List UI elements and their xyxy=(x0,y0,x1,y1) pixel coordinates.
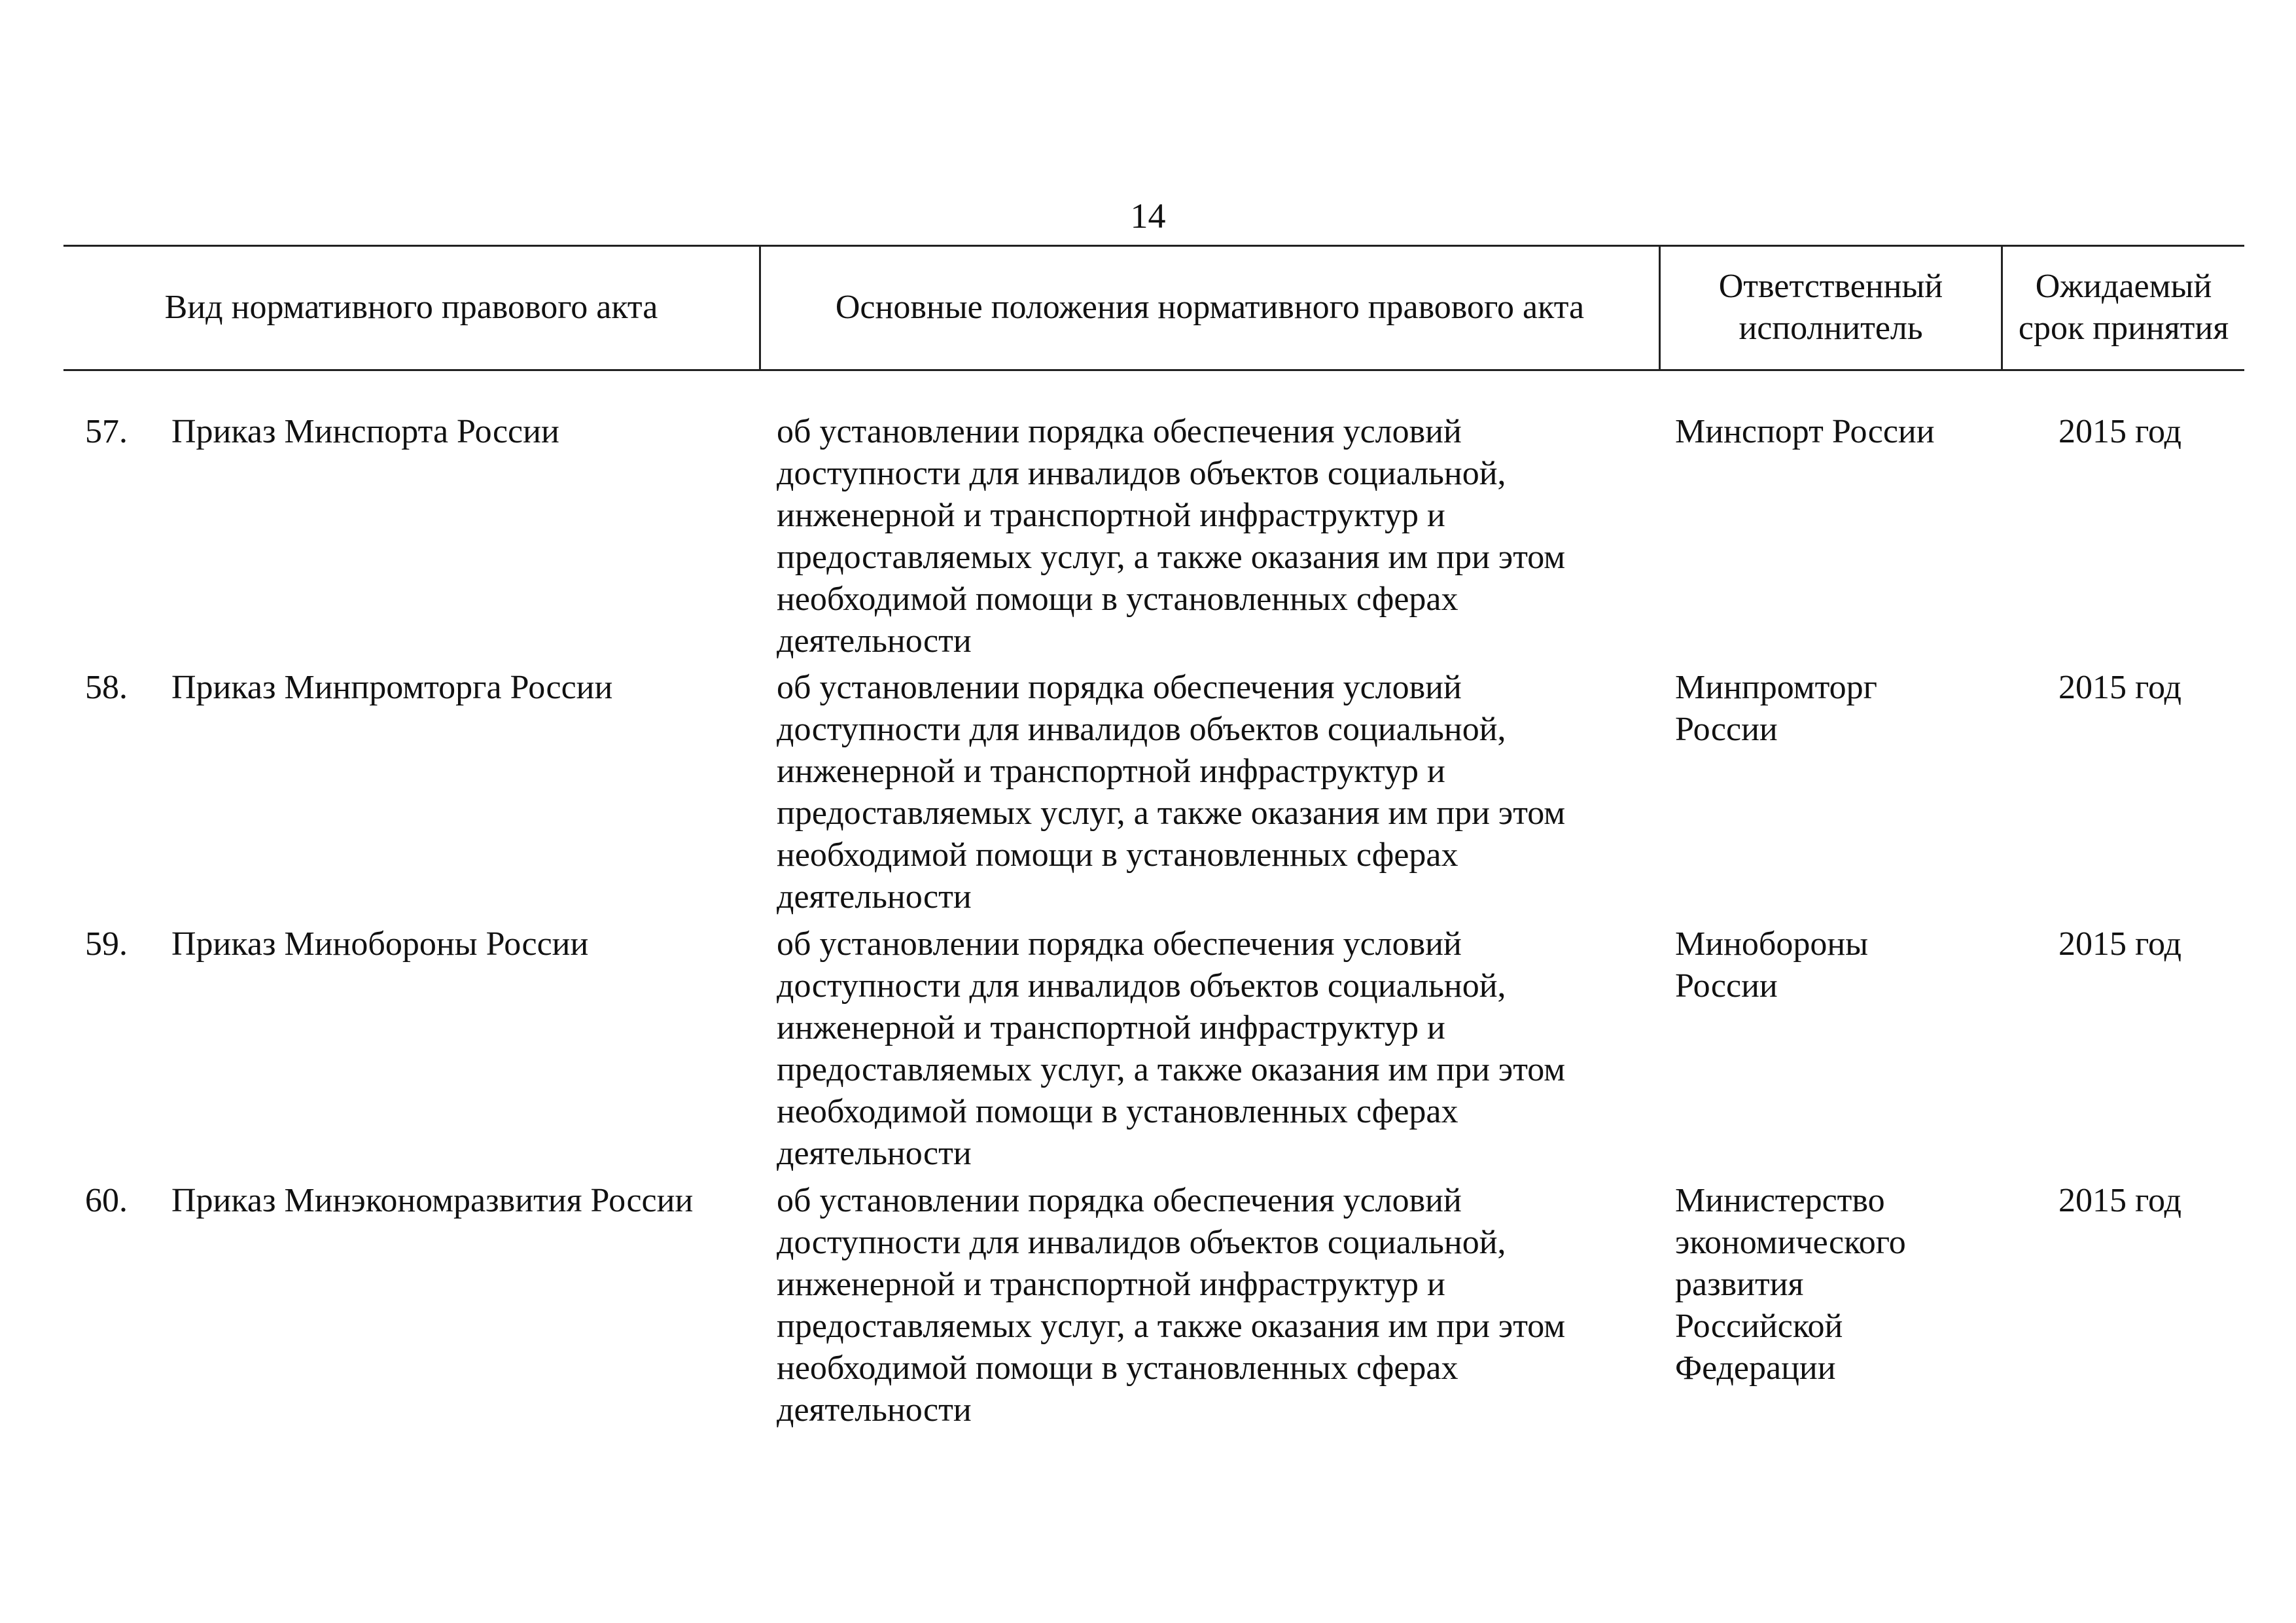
header-main-provisions-label: Основные положения нормативного правового акта xyxy=(835,289,1585,326)
row-term: 2015 год xyxy=(2058,413,2181,450)
row-term: 2015 год xyxy=(2058,925,2181,963)
row-act-type: Приказ Минэкономразвития России xyxy=(171,1182,694,1219)
row-executor: Министерство экономического развития Российской Федерации xyxy=(1675,1182,1906,1387)
header-expected-term-label: Ожидаемый срок принятия xyxy=(2018,268,2229,347)
row-number: 59. xyxy=(85,925,128,963)
row-term: 2015 год xyxy=(2058,1182,2181,1219)
row-description: об установлении порядка обеспечения условий доступности для инвалидов объектов социальной, инженерной и транспортной инфраструктур и предоставляемых услуг, а также оказания им при этом необходимой помощи в установленных сферах деятельности xyxy=(777,925,1566,1172)
header-main-provisions xyxy=(761,246,1659,369)
header-responsible-executor xyxy=(1661,246,2001,369)
table-header-bottom-rule xyxy=(63,369,2244,371)
header-expected-term xyxy=(2003,246,2244,369)
row-number: 58. xyxy=(85,669,128,706)
row-number: 60. xyxy=(85,1182,128,1219)
row-executor: Минпромторг России xyxy=(1675,669,1878,748)
row-description: об установлении порядка обеспечения условий доступности для инвалидов объектов социальной, инженерной и транспортной инфраструктур и предоставляемых услуг, а также оказания им при этом необходимой помощи в установленных сферах деятельности xyxy=(777,413,1566,660)
header-act-type xyxy=(63,246,759,369)
header-act-type-label: Вид нормативного правового акта xyxy=(164,289,658,326)
row-number: 57. xyxy=(85,413,128,450)
row-act-type: Приказ Минспорта России xyxy=(171,413,559,450)
page-number: 14 xyxy=(1130,196,1166,236)
row-description: об установлении порядка обеспечения условий доступности для инвалидов объектов социальной, инженерной и транспортной инфраструктур и предоставляемых услуг, а также оказания им при этом необходимой помощи в установленных сферах деятельности xyxy=(777,669,1566,916)
row-act-type: Приказ Минпромторга России xyxy=(171,669,613,706)
row-act-type: Приказ Минобороны России xyxy=(171,925,589,963)
row-executor: Минспорт России xyxy=(1675,413,1935,450)
row-executor: Минобороны России xyxy=(1675,925,1869,1005)
row-description: об установлении порядка обеспечения условий доступности для инвалидов объектов социальной, инженерной и транспортной инфраструктур и предоставляемых услуг, а также оказания им при этом необходимой помощи в установленных сферах деятельности xyxy=(777,1182,1566,1429)
row-term: 2015 год xyxy=(2058,669,2181,706)
header-responsible-executor-label: Ответственный исполнитель xyxy=(1718,268,1943,347)
